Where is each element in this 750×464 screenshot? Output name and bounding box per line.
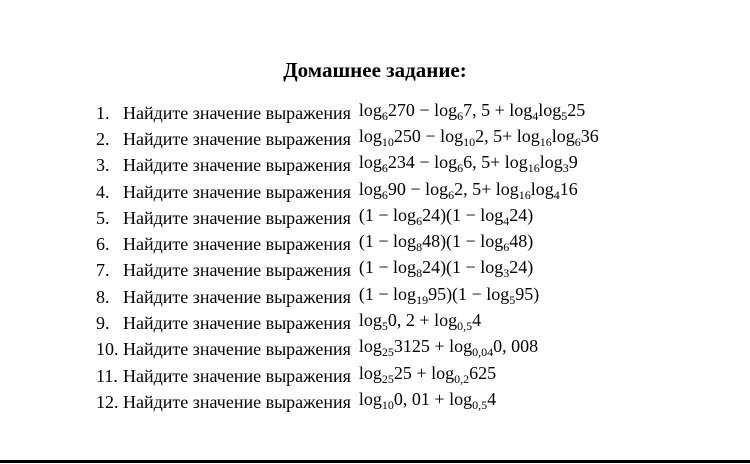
task-item — [96, 100, 599, 126]
log-base: 5 — [381, 319, 388, 334]
expression-text: log — [358, 362, 382, 383]
task-item — [96, 126, 599, 152]
expression-text: 6, 5+ log — [463, 152, 528, 173]
task-expression — [359, 205, 533, 226]
expression-text: log — [358, 310, 382, 331]
expression-text: log — [358, 178, 382, 199]
log-base: 6 — [381, 187, 388, 202]
task-expression — [358, 336, 539, 360]
log-base: 0,5 — [457, 319, 473, 334]
log-base: 6 — [381, 161, 388, 176]
task-label: Найдите значение выражения — [123, 181, 351, 202]
expression-text: 625 — [469, 362, 497, 383]
log-base: 4 — [553, 187, 560, 202]
expression-text: 24)(1 − log — [422, 204, 504, 225]
task-label: Найдите значение выражения — [123, 102, 351, 123]
expression-text: log — [530, 178, 554, 199]
expression-text: 16 — [559, 178, 578, 199]
expression-text: 48) — [509, 231, 534, 252]
expression-text: 270 − log — [387, 99, 458, 120]
task-item — [96, 284, 599, 310]
expression-text: 4 — [487, 388, 497, 409]
task-item — [96, 205, 599, 231]
log-base: 16 — [527, 161, 540, 176]
log-base: 25 — [381, 371, 394, 386]
expression-text: log — [358, 125, 382, 146]
log-base: 8 — [416, 266, 423, 281]
log-base: 10 — [381, 397, 394, 412]
log-base: 6 — [503, 240, 510, 255]
expression-text: log — [358, 388, 382, 409]
expression-text: 48)(1 − log — [422, 231, 504, 252]
page-title: Домашнее задание: — [283, 58, 467, 82]
log-base: 4 — [532, 108, 539, 123]
expression-text: 9 — [568, 152, 578, 173]
task-item — [96, 310, 599, 336]
log-base: 10 — [381, 134, 394, 149]
task-label: Найдите значение выражения — [123, 391, 351, 412]
log-base: 6 — [574, 134, 581, 149]
expression-text: 95) — [515, 283, 540, 304]
task-number: 7. — [96, 260, 110, 281]
expression-text: 25 + log — [393, 362, 455, 383]
expression-text: log — [358, 152, 382, 173]
task-item — [96, 389, 599, 415]
log-base: 3 — [562, 161, 569, 176]
task-number: 5. — [96, 207, 110, 228]
expression-text: log — [539, 152, 563, 173]
expression-text: 25 — [567, 99, 586, 120]
task-number: 9. — [96, 313, 110, 334]
task-number: 6. — [96, 234, 110, 255]
expression-text: log — [538, 99, 562, 120]
task-number: 12. — [96, 391, 119, 412]
task-label: Найдите значение выражения — [123, 207, 351, 228]
task-item — [96, 337, 599, 363]
expression-text: 2, 5+ log — [454, 178, 519, 199]
expression-text: log — [358, 336, 382, 357]
expression-text: log — [358, 99, 382, 120]
log-base: 5 — [509, 292, 516, 307]
expression-text: 7, 5 + log — [463, 99, 533, 120]
task-expression — [359, 389, 496, 410]
expression-text: 36 — [580, 125, 599, 146]
expression-text: (1 − log — [358, 231, 417, 252]
task-expression — [359, 363, 496, 384]
task-item — [96, 179, 599, 205]
task-item — [96, 231, 599, 257]
log-base: 25 — [381, 345, 394, 360]
task-number: 8. — [96, 286, 110, 307]
task-label: Найдите значение выражения — [123, 286, 351, 307]
log-base: 10 — [463, 134, 476, 149]
bottom-divider — [0, 460, 750, 463]
expression-text: 24) — [509, 257, 534, 278]
expression-text: 24)(1 − log — [422, 257, 504, 278]
task-expression — [359, 126, 599, 147]
expression-text: 2, 5+ log — [475, 125, 540, 146]
log-base: 6 — [448, 187, 455, 202]
log-base: 0,5 — [472, 397, 488, 412]
log-base: 0,04 — [472, 345, 494, 360]
log-base: 6 — [457, 108, 464, 123]
task-expression — [358, 152, 578, 176]
log-base: 4 — [503, 213, 510, 228]
expression-text: 0, 2 + log — [387, 310, 458, 331]
expression-text: 3125 + log — [393, 336, 473, 357]
task-number: 1. — [96, 102, 110, 123]
task-label: Найдите значение выражения — [123, 155, 351, 176]
task-label: Найдите значение выражения — [123, 365, 351, 386]
log-base: 6 — [457, 161, 464, 176]
task-number: 3. — [96, 155, 110, 176]
expression-text: (1 − log — [358, 204, 417, 225]
task-expression — [359, 100, 585, 121]
task-label: Найдите значение выражения — [123, 313, 351, 334]
task-number: 11. — [96, 365, 118, 386]
expression-text: 4 — [472, 310, 482, 331]
log-base: 6 — [416, 213, 423, 228]
log-base: 8 — [416, 240, 423, 255]
task-label: Найдите значение выражения — [123, 260, 351, 281]
task-expression — [358, 310, 482, 334]
task-item — [96, 258, 599, 284]
task-expression — [359, 179, 578, 200]
task-label: Найдите значение выражения — [123, 339, 351, 360]
log-base: 19 — [416, 292, 429, 307]
task-label: Найдите значение выражения — [123, 234, 351, 255]
task-list — [96, 100, 599, 416]
expression-text: 24) — [509, 204, 534, 225]
task-label: Найдите значение выражения — [123, 128, 351, 149]
task-item — [96, 363, 599, 389]
log-base: 16 — [539, 134, 552, 149]
task-number: 4. — [96, 181, 110, 202]
log-base: 16 — [518, 187, 531, 202]
expression-text: 0, 008 — [493, 336, 539, 357]
expression-text: 250 − log — [393, 125, 464, 146]
expression-text: (1 − log — [358, 257, 417, 278]
log-base: 0,2 — [454, 371, 470, 386]
log-base: 5 — [561, 108, 568, 123]
task-number: 10. — [96, 339, 119, 360]
task-number: 2. — [96, 128, 110, 149]
expression-text: 234 − log — [387, 152, 458, 173]
log-base: 3 — [503, 266, 510, 281]
task-expression — [358, 231, 534, 255]
task-expression — [358, 257, 534, 281]
expression-text: 95)(1 − log — [428, 283, 510, 304]
task-expression — [359, 284, 539, 305]
task-item — [96, 153, 599, 179]
expression-text: 90 − log — [387, 178, 449, 199]
log-base: 6 — [381, 108, 388, 123]
expression-text: log — [551, 125, 575, 146]
expression-text: (1 − log — [358, 283, 417, 304]
expression-text: 0, 01 + log — [393, 388, 473, 409]
